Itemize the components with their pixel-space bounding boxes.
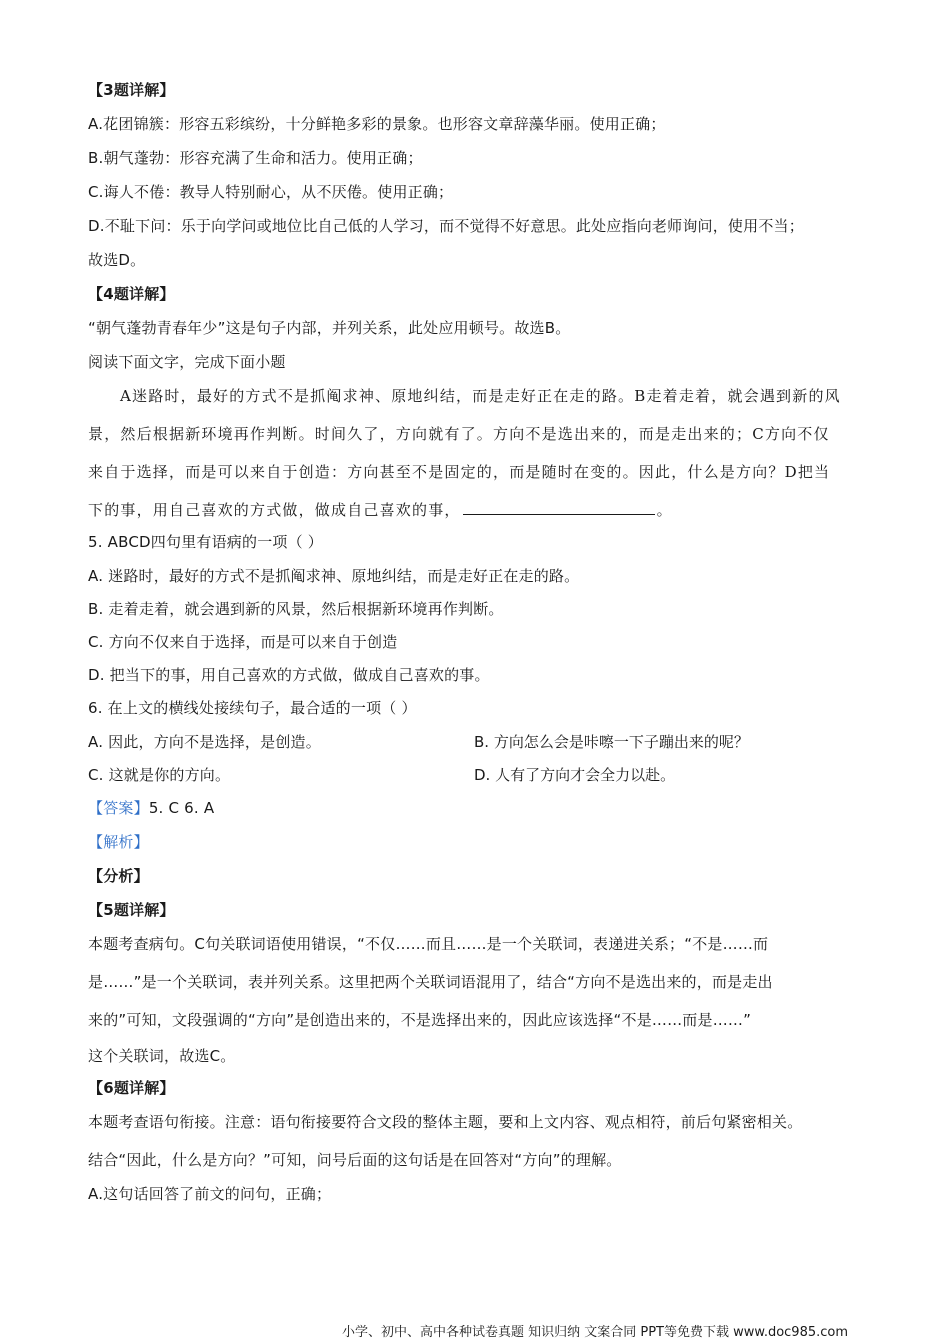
q6-option-d: D. 人有了方向才会全力以赴。 [474, 766, 676, 784]
q6-option-b: B. 方向怎么会是咔嚓一下子蹦出来的呢？ [474, 733, 749, 751]
q4-text: “朝气蓬勃青春年少”这是句子内部，并列关系，此处应用顿号。故选B。 [88, 319, 571, 337]
page-footer: 小学、初中、高中各种试卷真题 知识归纳 文案合同 PPT等免费下载 www.doc985.com [341, 1325, 849, 1340]
q6-option-a: A. 因此，方向不是选择，是创造。 [88, 733, 321, 751]
q5-detail-line: 这个关联词，故选C。 [88, 1047, 236, 1065]
passage-line: 下的事，用自己喜欢的方式做，做成自己喜欢的事， [88, 501, 461, 519]
q5-detail-line: 是……”是一个关联词，表并列关系。这里把两个关联词语混用了，结合“方向不是选出来的，而是走出 [88, 973, 773, 991]
q3-option-d: D.不耻下问：乐于向学问或地位比自己低的人学习，而不觉得不好意思。此处应指向老师询问，使用不当； [88, 217, 804, 235]
passage-end: 。 [656, 501, 673, 519]
passage-line: 景，然后根据新环境再作判断。时间久了，方向就有了。方向不是选出来的，而是走出来的；C方向不仅 [88, 425, 830, 443]
q5-option-c: C. 方向不仅来自于选择，而是可以来自于创造 [88, 633, 398, 651]
q3-option-b: B.朝气蓬勃：形容充满了生命和活力。使用正确； [88, 149, 423, 167]
q3-conclusion: 故选D。 [88, 251, 146, 269]
q6-stem: 6. 在上文的横线处接续句子，最合适的一项（ ） [88, 699, 417, 717]
reading-instruction: 阅读下面文字，完成下面小题 [88, 353, 286, 371]
jiexi-heading: 【解析】 [88, 833, 149, 851]
q6-detail-line: 本题考查语句衔接。注意：语句衔接要符合文段的整体主题，要和上文内容、观点相符，前后句紧密相关。 [88, 1113, 803, 1131]
q5-option-b: B. 走着走着，就会遇到新的风景，然后根据新环境再作判断。 [88, 600, 504, 618]
answer-blank [463, 500, 655, 515]
q3-heading: 【3题详解】 [88, 81, 175, 99]
q4-heading: 【4题详解】 [88, 285, 175, 303]
q6-option-c: C. 这就是你的方向。 [88, 766, 231, 784]
q5-option-a: A. 迷路时，最好的方式不是抓阄求神、原地纠结，而是走好正在走的路。 [88, 567, 580, 585]
q5-stem: 5. ABCD四句里有语病的一项（ ） [88, 533, 323, 551]
q5-detail-line: 来的”可知，文段强调的“方向”是创造出来的，不是选择出来的，因此应该选择“不是……而是……” [88, 1011, 752, 1029]
passage-last-line [88, 500, 673, 520]
answer-value: 5. C 6. A [148, 799, 215, 817]
q5-option-d: D. 把当下的事，用自己喜欢的方式做，做成自己喜欢的事。 [88, 666, 490, 684]
q6-detail-line: A.这句话回答了前文的问句，正确； [88, 1185, 332, 1203]
q3-option-c: C.诲人不倦：教导人特别耐心，从不厌倦。使用正确； [88, 183, 454, 201]
q5-detail-heading: 【5题详解】 [88, 901, 175, 919]
passage-line: 来自于选择，而是可以来自于创造：方向甚至不是固定的，而是随时在变的。因此，什么是方向？D把当 [88, 463, 831, 481]
q5-detail-line: 本题考查病句。C句关联词语使用错误，“不仅……而且……是一个关联词，表递进关系；“不是……而 [88, 935, 769, 953]
q6-detail-line: 结合“因此，什么是方向？”可知，问号后面的这句话是在回答对“方向”的理解。 [88, 1151, 622, 1169]
passage-line: A迷路时，最好的方式不是抓阄求神、原地纠结，而是走好正在走的路。B走着走着，就会遇到新的风 [120, 387, 841, 405]
answer-label: 【答案】 [88, 799, 149, 817]
q3-option-a: A.花团锦簇：形容五彩缤纷，十分鲜艳多彩的景象。也形容文章辞藻华丽。使用正确； [88, 115, 666, 133]
answer-line [88, 798, 214, 818]
fenxi-heading: 【分析】 [88, 867, 149, 885]
q6-detail-heading: 【6题详解】 [88, 1079, 175, 1097]
